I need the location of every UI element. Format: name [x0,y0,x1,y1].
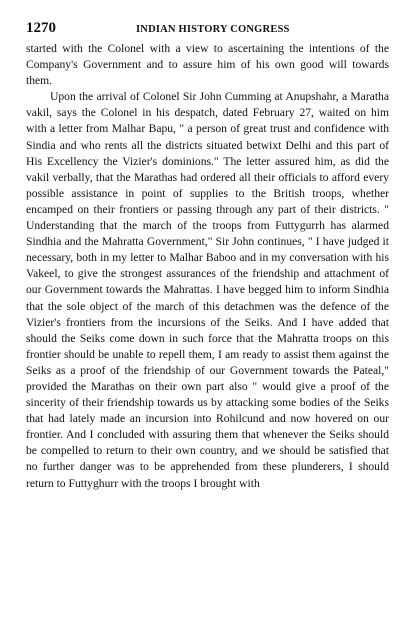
running-head: INDIAN HISTORY CONGRESS [136,24,290,35]
paragraph: Upon the arrival of Colonel Sir John Cumming at Anupshahr, a Maratha vakil, says the Colonel in his despatch, dated February 27, waited on him with a letter from Malhar Bapu, " a person of great trust and confidence with Sindia and who rents all the districts situated betwixt Delhi and this part of His Excellency the Vizier's dominions." The letter assured him, as did the vakil verbally, that the Marathas had ordered all their officials to afford every possible assistance in point of supplies to the British troops, whether encamped on their frontiers or passing through any part of their districts. " Understanding that the march of the troops from Futtygurrh has alarmed Sindhia and the Mahratta Government," Sir John continues, " I have judged it necessary, both in my letter to Malhar Baboo and in my conversation with his Vakeel, to give the strongest assurances of the friendship and attachment of our Government towards the Mahrattas. I have begged him to inform Sindhia that the sole object of the march of this detachmen was the defence of the Vizier's frontiers from the incursions of the Seiks. And I have added that should the Seiks come down in such force that the Mahratta troops on this frontier should be unable to repell them, I am ready to assist them against the Seiks as a proof of the friendship of our Government towards the Pateal," provided the Marathas on their own part also " would give a proof of the sincerity of their friendship towards us by attacking some bodies of the Seiks that had lately made an incursion into Rohilcund and now hovered on our frontier. And I concluded with assuring them that whenever the Seiks should be compelled to return to their own country, and we should be satisfied that no further danger was to be apprehended from these plunderers, I should return to Futtyghurr with the troops I brought with [26,90,389,490]
page-number: 1270 [26,20,56,36]
paragraph: started with the Colonel with a view to ascertaining the intentions of the Company's Government and to assure him of his own good will towards them. [26,42,389,88]
page-header [26,20,389,37]
body-text [26,41,389,492]
